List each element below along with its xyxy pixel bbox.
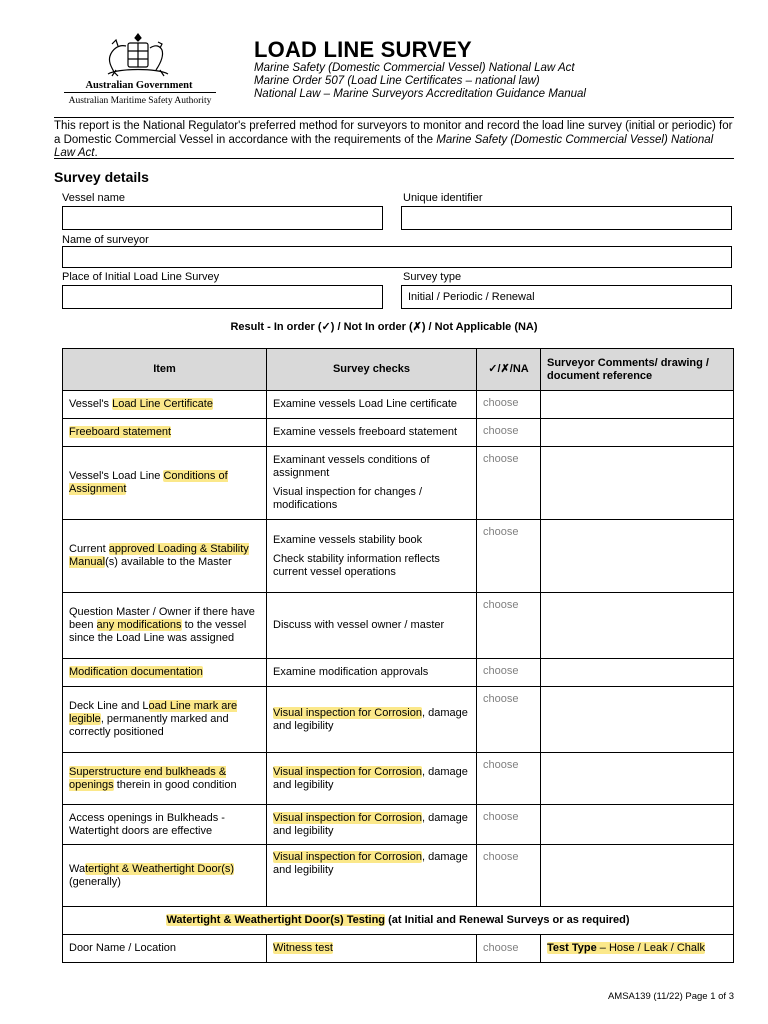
intro-text: This report is the National Regulator's preferred method for surveyors to monitor and record the load line survey (initial or periodic) for a Domestic Commercial Vessel in accordance with the requirements of the Marine Safety (Domestic Commercial Vessel) National Law Act. — [54, 120, 733, 159]
item-cell: Question Master / Owner if there have been any modifications to the vessel since the Load Line was assigned — [63, 593, 267, 659]
vessel-name-label: Vessel name — [62, 192, 125, 204]
header-comments: Surveyor Comments/ drawing / document reference — [541, 349, 734, 391]
header-survey-checks: Survey checks — [267, 349, 477, 391]
page-title: LOAD LINE SURVEY — [254, 37, 472, 62]
result-dropdown[interactable]: choose — [477, 447, 541, 520]
header-result: ✓/✗/NA — [477, 349, 541, 391]
header-item: Item — [63, 349, 267, 391]
surveyor-field[interactable] — [62, 246, 732, 268]
table-header-row — [63, 349, 734, 391]
government-name: Australian Government — [85, 80, 193, 91]
check-cell: Examine vessels freeboard statement — [267, 419, 477, 447]
check-cell: Visual inspection for Corrosion, damage and legibility — [267, 805, 477, 845]
table-row — [63, 845, 734, 907]
survey-type-label: Survey type — [403, 271, 462, 283]
section-heading: Survey details — [54, 169, 149, 185]
table-row — [63, 391, 734, 419]
check-cell: Witness test — [267, 935, 477, 963]
comments-field[interactable] — [541, 593, 734, 659]
survey-type-field[interactable]: Initial / Periodic / Renewal — [401, 285, 732, 309]
item-cell: Vessel's Load Line Certificate — [63, 391, 267, 419]
door-name-cell: Door Name / Location — [63, 935, 267, 963]
result-dropdown[interactable]: choose — [477, 687, 541, 753]
table-row — [63, 805, 734, 845]
reference-act: Marine Safety (Domestic Commercial Vessel) National Law Act — [254, 62, 575, 74]
table-row — [63, 935, 734, 963]
reference-guidance-manual: National Law – Marine Surveyors Accreditation Guidance Manual — [254, 88, 586, 100]
comments-field[interactable] — [541, 805, 734, 845]
table-row — [63, 753, 734, 805]
bottom-rule — [54, 158, 734, 159]
result-dropdown[interactable]: choose — [477, 753, 541, 805]
coat-of-arms-logo — [98, 30, 178, 82]
door-testing-heading: Watertight & Weathertight Door(s) Testing (at Initial and Renewal Surveys or as required) — [63, 907, 734, 935]
result-dropdown[interactable]: choose — [477, 419, 541, 447]
check-cell: Examine vessels Load Line certificate — [267, 391, 477, 419]
result-dropdown[interactable]: choose — [477, 935, 541, 963]
item-cell: Deck Line and Load Line mark are legible, permanently marked and correctly positioned — [63, 687, 267, 753]
top-rule — [54, 117, 734, 118]
item-cell: Current approved Loading & Stability Manual(s) available to the Master — [63, 520, 267, 593]
table-row — [63, 659, 734, 687]
check-cell: Examine vessels stability book Check stability information reflects current vessel operations — [267, 520, 477, 593]
comments-field[interactable] — [541, 753, 734, 805]
page-footer: AMSA139 (11/22) Page 1 of 3 — [607, 991, 734, 1002]
item-cell: Vessel's Load Line Conditions of Assignment — [63, 447, 267, 520]
logo-divider — [64, 92, 216, 93]
survey-checks-table — [62, 348, 734, 963]
result-dropdown[interactable]: choose — [477, 520, 541, 593]
item-cell: Freeboard statement — [63, 419, 267, 447]
table-row — [63, 447, 734, 520]
result-legend: Result - In order (✓) / Not In order (✗) / Not Applicable (NA) — [230, 321, 538, 333]
result-dropdown[interactable]: choose — [477, 659, 541, 687]
test-type-cell: Test Type – Hose / Leak / Chalk — [541, 935, 734, 963]
check-cell: Examine modification approvals — [267, 659, 477, 687]
result-dropdown[interactable]: choose — [477, 805, 541, 845]
place-label: Place of Initial Load Line Survey — [62, 271, 220, 283]
door-testing-heading-row — [63, 907, 734, 935]
comments-field[interactable] — [541, 419, 734, 447]
comments-field[interactable] — [541, 687, 734, 753]
unique-identifier-label: Unique identifier — [403, 192, 483, 204]
comments-field[interactable] — [541, 845, 734, 907]
table-row — [63, 593, 734, 659]
check-cell: Visual inspection for Corrosion, damage and legibility — [267, 753, 477, 805]
check-cell: Discuss with vessel owner / master — [267, 593, 477, 659]
result-dropdown[interactable]: choose — [477, 845, 541, 907]
table-row — [63, 520, 734, 593]
comments-field[interactable] — [541, 520, 734, 593]
result-dropdown[interactable]: choose — [477, 593, 541, 659]
table-row — [63, 687, 734, 753]
item-cell: Superstructure end bulkheads & openings therein in good condition — [63, 753, 267, 805]
comments-field[interactable] — [541, 391, 734, 419]
result-dropdown[interactable]: choose — [477, 391, 541, 419]
vessel-name-field[interactable] — [62, 206, 383, 230]
reference-marine-order: Marine Order 507 (Load Line Certificates – national law) — [254, 75, 540, 87]
surveyor-label: Name of surveyor — [62, 234, 149, 246]
table-row — [63, 419, 734, 447]
unique-identifier-field[interactable] — [401, 206, 732, 230]
item-cell: Access openings in Bulkheads - Watertight doors are effective — [63, 805, 267, 845]
check-cell: Visual inspection for Corrosion, damage and legibility — [267, 845, 477, 907]
check-cell: Visual inspection for Corrosion, damage and legibility — [267, 687, 477, 753]
place-field[interactable] — [62, 285, 383, 309]
comments-field[interactable] — [541, 659, 734, 687]
agency-name: Australian Maritime Safety Authority — [68, 96, 212, 106]
item-cell: Watertight & Weathertight Door(s) (generally) — [63, 845, 267, 907]
check-cell: Examinant vessels conditions of assignment Visual inspection for changes / modifications — [267, 447, 477, 520]
comments-field[interactable] — [541, 447, 734, 520]
item-cell: Modification documentation — [63, 659, 267, 687]
